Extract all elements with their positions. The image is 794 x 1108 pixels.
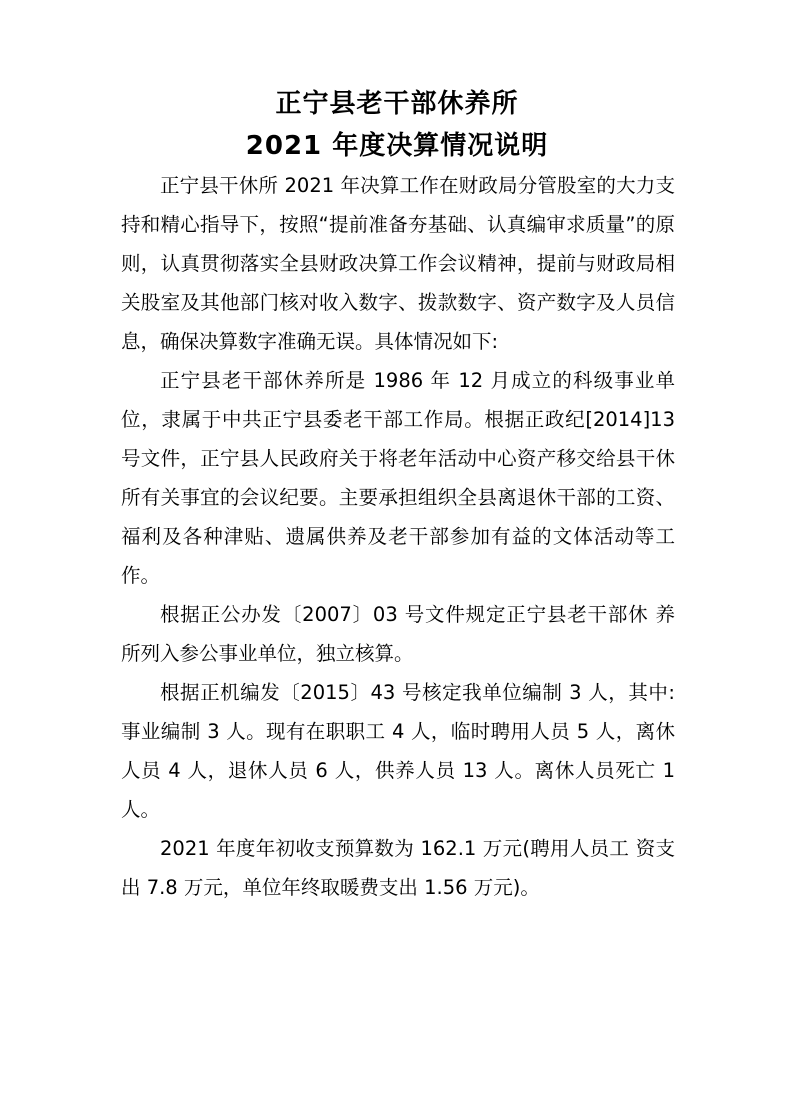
paragraph-budget: 2021 年度年初收支预算数为 162.1 万元(聘用人员工 资支出 7.8 万元，单位年终取暖费支出 1.56 万元)。 (121, 837, 675, 899)
paragraph-intro: 正宁县干休所 2021 年决算工作在财政局分管股室的大力支持和精心指导下，按照“提前准备夯基础、认真编审求质量”的原则，认真贯彻落实全县财政决算工作会议精神，提前与财政局相关股室及其他部门核对收入数字、拨款数字、资产数字及人员信息，确保决算数字准确无误。具体情况如下: (121, 174, 675, 353)
document-title: 正宁县老干部休养所 (275, 89, 519, 119)
paragraph-unit-overview: 正宁县老干部休养所是 1986 年 12 月成立的科级事业单位，隶属于中共正宁县委老干部工作局。根据正政纪[2014]13 号文件，正宁县人民政府关于将老年活动中心资产移交给县干休 所有关事宜的会议纪要。主要承担组织全县离退休干部的工资、 福利及各种津贴、遗属供养及老干部参加有益的文体活动等工作。 (121, 369, 675, 587)
paragraph-staffing: 根据正机编发〔2015〕43 号核定我单位编制 3 人，其中:事业编制 3 人。现有在职职工 4 人，临时聘用人员 5 人，离休人员 4 人，退休人员 6 人，供养人员 13 人。离休人员死亡 1 人。 (121, 681, 675, 821)
paragraph-accounting-status: 根据正公办发〔2007〕03 号文件规定正宁县老干部休 养所列入参公事业单位，独立核算。 (121, 603, 675, 665)
document-body (121, 166, 675, 907)
document-subtitle: 2021 年度决算情况说明 (245, 131, 549, 161)
